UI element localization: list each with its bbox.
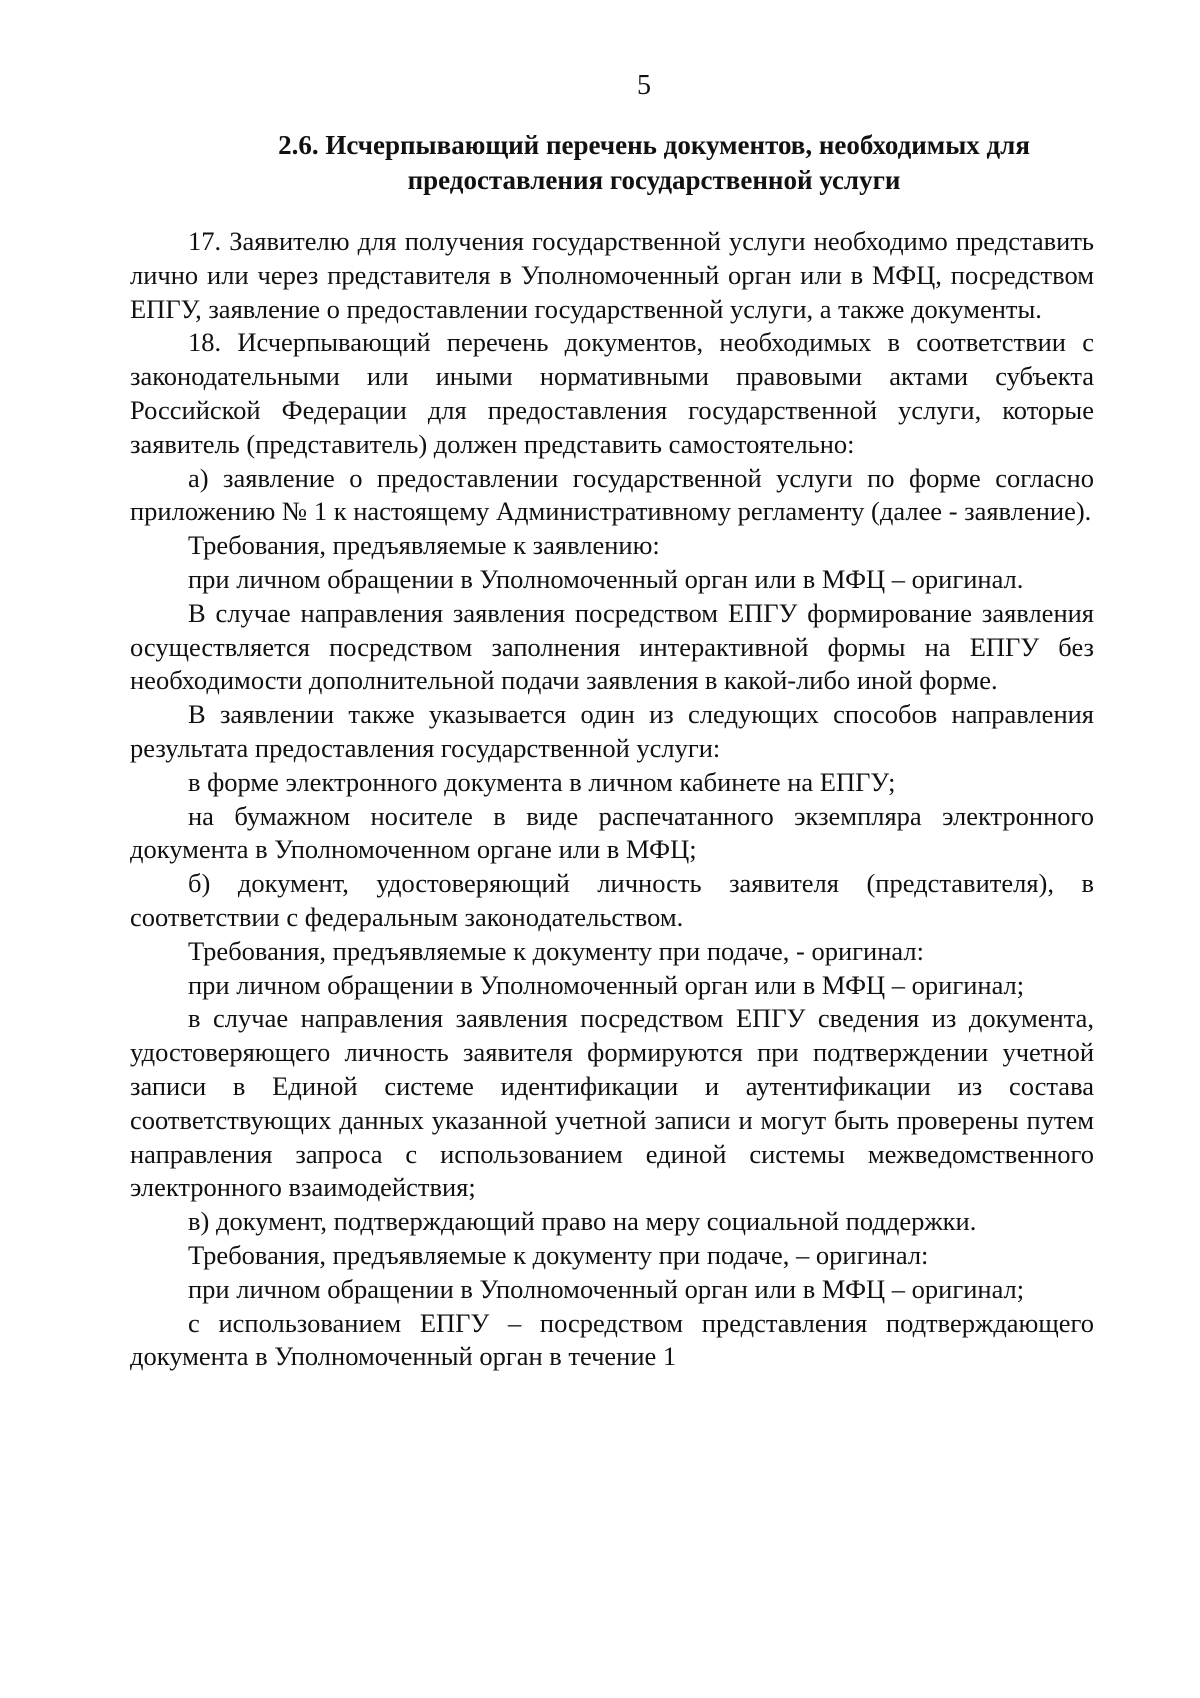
paragraph: с использованием ЕПГУ – посредством представления подтверждающего документа в Уполномоченный орган в течение 1 (130, 1307, 1094, 1372)
section-heading (214, 128, 1094, 198)
paragraph: Требования, предъявляемые к документу при подаче, – оригинал: (188, 1239, 929, 1270)
page-number: 5 (637, 70, 651, 101)
paragraph: в случае направления заявления посредством ЕПГУ сведения из документа, удостоверяющего личность заявителя формируются при подтверждении учетной записи в Единой системе идентификации и аутентификации из состава соответствующих данных указанной учетной записи и могут быть проверены путем направления запроса с использованием единой системы межведомственного электронного взаимодействия; (130, 1003, 1094, 1203)
paragraph: Требования, предъявляемые к заявлению: (188, 530, 660, 561)
section-heading-line-2: предоставления государственной услуги (407, 165, 901, 195)
paragraph: Требования, предъявляемые к документу при подаче, - оригинал: (188, 935, 924, 966)
paragraph-17: 17. Заявителю для получения государственной услуги необходимо представить лично или через представителя в Уполномоченный орган или в МФЦ, посредством ЕПГУ, заявление о предоставлении государственной услуги, а также документы. (130, 226, 1094, 324)
document-body (130, 225, 1094, 1374)
paragraph-item-a: а) заявление о предоставлении государственной услуги по форме согласно приложению № 1 к настоящему Административному регламенту (далее - заявление). (130, 462, 1094, 527)
section-heading-line-1: 2.6. Исчерпывающий перечень документов, необходимых для (278, 130, 1030, 160)
paragraph: в форме электронного документа в личном кабинете на ЕПГУ; (188, 766, 896, 797)
paragraph: при личном обращении в Уполномоченный орган или в МФЦ – оригинал; (188, 1273, 1025, 1304)
paragraph: В заявлении также указывается один из следующих способов направления результата предоставления государственной услуги: (130, 699, 1094, 763)
paragraph-item-b: б) документ, удостоверяющий личность заявителя (представителя), в соответствии с федеральным законодательством. (130, 868, 1094, 932)
paragraph: на бумажном носителе в виде распечатанного экземпляра электронного документа в Уполномоченном органе или в МФЦ; (130, 800, 1094, 865)
paragraph: при личном обращении в Уполномоченный орган или в МФЦ – оригинал; (188, 969, 1025, 1000)
paragraph: В случае направления заявления посредством ЕПГУ формирование заявления осуществляется посредством заполнения интерактивной формы на ЕПГУ без необходимости дополнительной подачи заявления в какой-либо иной форме. (130, 597, 1094, 696)
paragraph-18: 18. Исчерпывающий перечень документов, необходимых в соответствии с законодательными или иными нормативными правовыми актами субъекта Российской Федерации для предоставления государственной услуги, которые заявитель (представитель) должен представить самостоятельно: (130, 327, 1094, 459)
paragraph-item-v: в) документ, подтверждающий право на меру социальной поддержки. (188, 1206, 977, 1237)
paragraph: при личном обращении в Уполномоченный орган или в МФЦ – оригинал. (188, 563, 1024, 594)
